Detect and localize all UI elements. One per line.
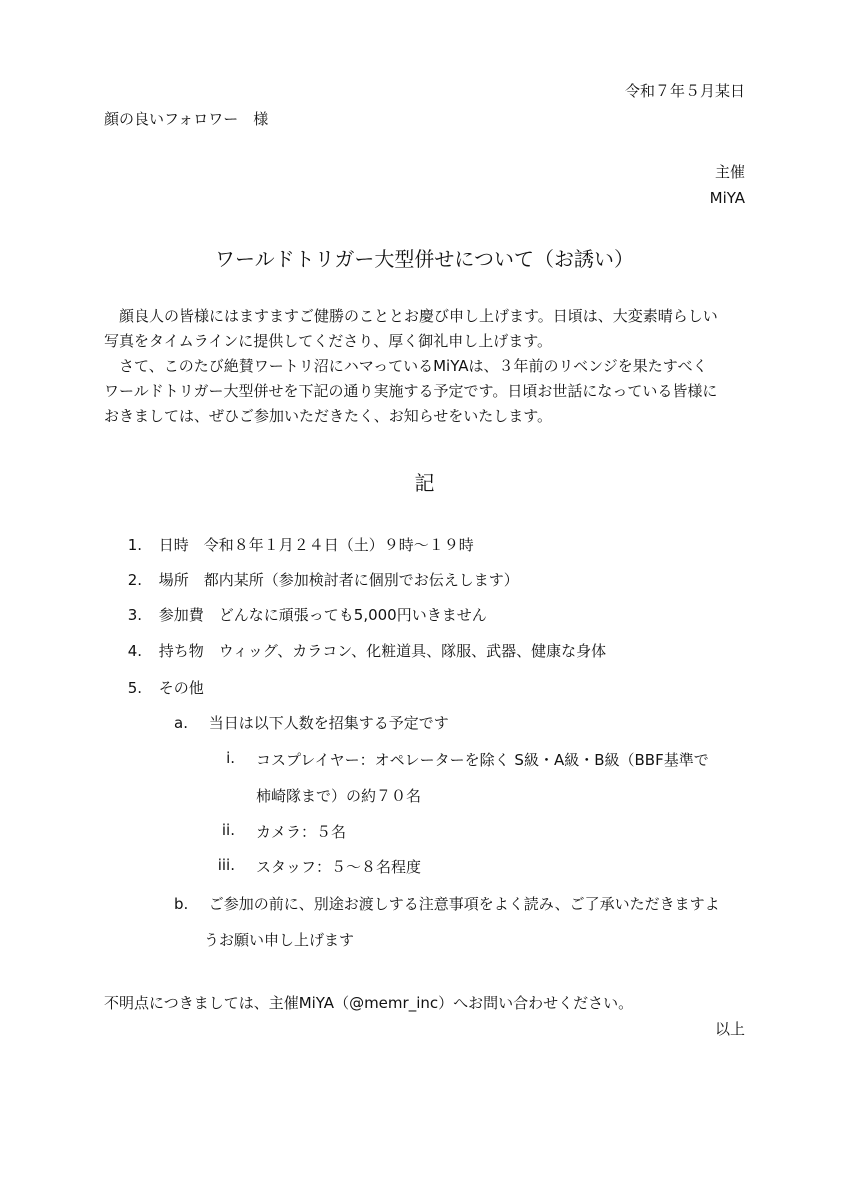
sub-item-text: 当日は以下人数を招集する予定です [208, 714, 449, 732]
body-line: ワールドトリガー大型併せを下記の通り実施する予定です。日頃お世話になっている皆様に [104, 382, 718, 400]
organizer-role: 主催 [714, 163, 745, 181]
list-item [112, 604, 487, 625]
body-line: さて、このたび絶賛ワートリ沼にハマっているMiYAは、３年前のリベンジを果たすべく [104, 357, 708, 375]
item-number: 3. [127, 606, 142, 624]
item-text: 参加費 どんなに頑張っても5,000円いきません [158, 606, 487, 624]
body-line: 顔良人の皆様にはますますご健勝のこととお慶び申し上げます。日頃は、大変素晴らしい [104, 307, 718, 325]
list-item [112, 640, 606, 661]
sub-item-letter: a. [174, 714, 188, 732]
item-text: 日時 令和８年１月２４日（土）９時〜１９時 [158, 536, 474, 554]
document-date: 令和７年５月某日 [624, 82, 745, 100]
sub-list-item [174, 712, 449, 733]
closing-word: 以上 [714, 1020, 745, 1038]
item-number: 1. [127, 536, 142, 554]
list-item [112, 677, 204, 698]
list-item [112, 569, 519, 590]
sub-item-letter: b. [174, 895, 189, 913]
document-title: ワールドトリガー大型併せについて（お誘い） [215, 247, 634, 271]
roman-item-text: コスプレイヤー：オペレーターを除く S級・A級・B級（BBF基準で [256, 751, 709, 769]
item-text: その他 [158, 679, 204, 697]
list-item [112, 534, 474, 555]
sub-list-item [174, 893, 720, 914]
sub-item-text: ご参加の前に、別途お渡しする注意事項をよく読み、ご了承いただきますよ [208, 895, 720, 913]
roman-item-number: ii. [221, 821, 235, 839]
body-line: おきましては、ぜひご参加いただきたく、お知らせをいたします。 [104, 407, 553, 425]
contact-note: 不明点につきましては、主催MiYA（@memr_inc）へお問い合わせください。 [104, 994, 634, 1012]
roman-item-text: カメラ：５名 [256, 823, 347, 841]
item-number: 5. [127, 679, 142, 697]
sub-item-text-continued: うお願い申し上げます [204, 931, 355, 949]
roman-item-text: スタッフ：５〜８名程度 [256, 858, 422, 876]
body-line: 写真をタイムラインに提供してくださり、厚く御礼申し上げます。 [104, 332, 553, 350]
item-number: 2. [127, 571, 142, 589]
organizer-name: MiYA [709, 189, 745, 207]
item-number: 4. [127, 642, 142, 660]
body-paragraph [104, 304, 749, 429]
ki-heading: 記 [414, 471, 435, 495]
roman-item-text: 柿崎隊まで）の約７０名 [256, 787, 422, 805]
roman-item-number: i. [226, 749, 235, 767]
addressee: 顔の良いフォロワー 様 [104, 110, 269, 128]
item-text: 持ち物 ウィッグ、カラコン、化粧道具、隊服、武器、健康な身体 [158, 642, 607, 660]
item-text: 場所 都内某所（参加検討者に個別でお伝えします） [158, 571, 519, 589]
roman-item-number: iii. [217, 856, 235, 874]
